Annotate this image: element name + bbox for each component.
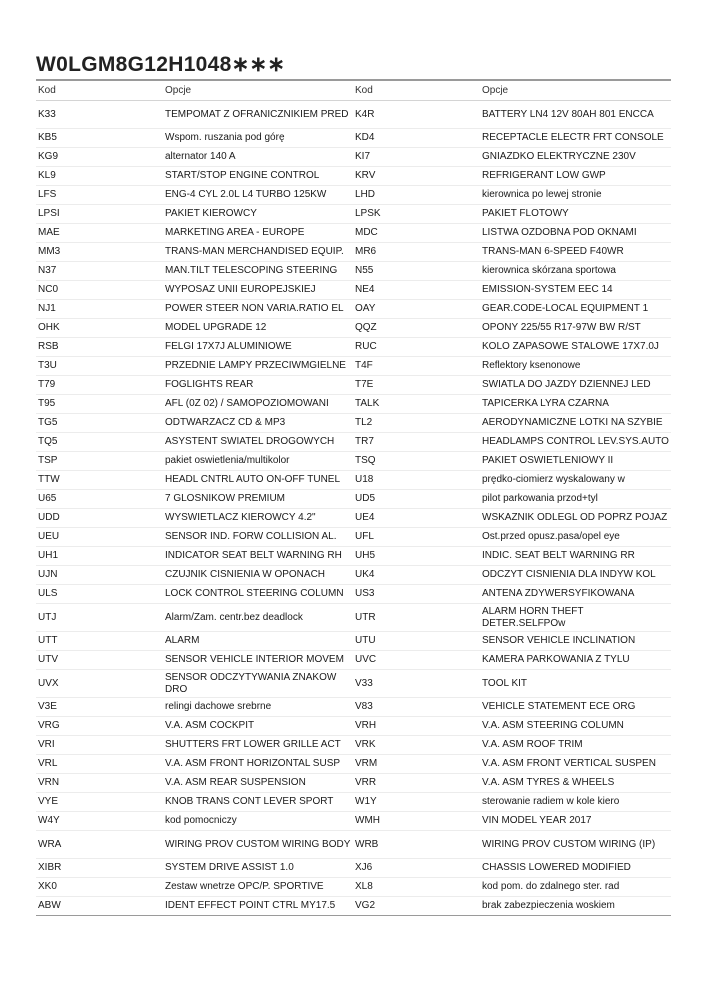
header-option-right: Opcje bbox=[480, 81, 671, 101]
option-description: WIRING PROV CUSTOM WIRING BODY bbox=[163, 831, 353, 859]
table-row bbox=[36, 878, 671, 897]
option-code: TSQ bbox=[353, 452, 480, 471]
option-description: ASYSTENT SWIATEL DROGOWYCH bbox=[163, 433, 353, 452]
table-row bbox=[36, 566, 671, 585]
option-description: V.A. ASM FRONT VERTICAL SUSPEN bbox=[480, 755, 671, 774]
option-description: kod pom. do zdalnego ster. rad bbox=[480, 878, 671, 897]
option-description: HEADLAMPS CONTROL LEV.SYS.AUTO bbox=[480, 433, 671, 452]
option-description: SENSOR IND. FORW COLLISION AL. bbox=[163, 528, 353, 547]
option-description: REFRIGERANT LOW GWP bbox=[480, 167, 671, 186]
option-code: VYE bbox=[36, 793, 163, 812]
option-description: 7 GLOSNIKOW PREMIUM bbox=[163, 490, 353, 509]
option-code: RUC bbox=[353, 338, 480, 357]
option-code: TR7 bbox=[353, 433, 480, 452]
option-description: brak zabezpieczenia woskiem bbox=[480, 897, 671, 916]
option-description: START/STOP ENGINE CONTROL bbox=[163, 167, 353, 186]
option-description: FOGLIGHTS REAR bbox=[163, 376, 353, 395]
table-row bbox=[36, 376, 671, 395]
option-description: WYPOSAZ UNII EUROPEJSKIEJ bbox=[163, 281, 353, 300]
option-description: ODCZYT CISNIENIA DLA INDYW KOL bbox=[480, 566, 671, 585]
table-row bbox=[36, 167, 671, 186]
option-description: sterowanie radiem w kole kiero bbox=[480, 793, 671, 812]
option-description: VIN MODEL YEAR 2017 bbox=[480, 812, 671, 831]
option-description: FELGI 17X7J ALUMINIOWE bbox=[163, 338, 353, 357]
option-code: WMH bbox=[353, 812, 480, 831]
option-code: VRR bbox=[353, 774, 480, 793]
table-row bbox=[36, 471, 671, 490]
option-description: pilot parkowania przod+tyl bbox=[480, 490, 671, 509]
option-description: GEAR.CODE-LOCAL EQUIPMENT 1 bbox=[480, 300, 671, 319]
table-row bbox=[36, 651, 671, 670]
option-description: SWIATLA DO JAZDY DZIENNEJ LED bbox=[480, 376, 671, 395]
table-row bbox=[36, 243, 671, 262]
option-description: SENSOR ODCZYTYWANIA ZNAKOW DRO bbox=[163, 670, 353, 698]
table-row bbox=[36, 224, 671, 243]
table-row bbox=[36, 395, 671, 414]
option-description: GNIAZDKO ELEKTRYCZNE 230V bbox=[480, 148, 671, 167]
option-code: KRV bbox=[353, 167, 480, 186]
option-code: UVC bbox=[353, 651, 480, 670]
option-description: INDICATOR SEAT BELT WARNING RH bbox=[163, 547, 353, 566]
option-description: kierownica po lewej stronie bbox=[480, 186, 671, 205]
options-document bbox=[36, 52, 671, 916]
table-row bbox=[36, 262, 671, 281]
option-description: TAPICERKA LYRA CZARNA bbox=[480, 395, 671, 414]
option-code: XIBR bbox=[36, 859, 163, 878]
option-description: WIRING PROV CUSTOM WIRING (IP) bbox=[480, 831, 671, 859]
option-description: PAKIET FLOTOWY bbox=[480, 205, 671, 224]
table-row bbox=[36, 319, 671, 338]
option-description: alternator 140 A bbox=[163, 148, 353, 167]
option-description: SENSOR VEHICLE INTERIOR MOVEM bbox=[163, 651, 353, 670]
option-code: T3U bbox=[36, 357, 163, 376]
table-row bbox=[36, 490, 671, 509]
option-code: VRH bbox=[353, 717, 480, 736]
option-code: TQ5 bbox=[36, 433, 163, 452]
option-description: AERODYNAMICZNE LOTKI NA SZYBIE bbox=[480, 414, 671, 433]
table-row bbox=[36, 859, 671, 878]
option-code: ABW bbox=[36, 897, 163, 916]
option-description: V.A. ASM FRONT HORIZONTAL SUSP bbox=[163, 755, 353, 774]
option-code: ULS bbox=[36, 585, 163, 604]
options-rows bbox=[36, 101, 671, 916]
option-description: ALARM HORN THEFT DETER.SELFPOw bbox=[480, 604, 671, 632]
option-code: RSB bbox=[36, 338, 163, 357]
option-code: VRL bbox=[36, 755, 163, 774]
table-row bbox=[36, 357, 671, 376]
option-code: UDD bbox=[36, 509, 163, 528]
table-row bbox=[36, 812, 671, 831]
option-description: V.A. ASM COCKPIT bbox=[163, 717, 353, 736]
option-description: RECEPTACLE ELECTR FRT CONSOLE bbox=[480, 129, 671, 148]
option-description: OPONY 225/55 R17-97W BW R/ST bbox=[480, 319, 671, 338]
option-description: POWER STEER NON VARIA.RATIO EL bbox=[163, 300, 353, 319]
option-code: QQZ bbox=[353, 319, 480, 338]
option-code: NE4 bbox=[353, 281, 480, 300]
option-code: LPSK bbox=[353, 205, 480, 224]
option-code: WRB bbox=[353, 831, 480, 859]
option-code: N55 bbox=[353, 262, 480, 281]
option-code: UH5 bbox=[353, 547, 480, 566]
option-code: T95 bbox=[36, 395, 163, 414]
option-code: OAY bbox=[353, 300, 480, 319]
option-code: T7E bbox=[353, 376, 480, 395]
table-row bbox=[36, 148, 671, 167]
option-code: MR6 bbox=[353, 243, 480, 262]
option-code: UTV bbox=[36, 651, 163, 670]
option-code: UD5 bbox=[353, 490, 480, 509]
table-row bbox=[36, 528, 671, 547]
option-description: V.A. ASM ROOF TRIM bbox=[480, 736, 671, 755]
option-code: UJN bbox=[36, 566, 163, 585]
table-row bbox=[36, 281, 671, 300]
option-description: ENG-4 CYL 2.0L L4 TURBO 125KW bbox=[163, 186, 353, 205]
option-code: NJ1 bbox=[36, 300, 163, 319]
option-description: VEHICLE STATEMENT ECE ORG bbox=[480, 698, 671, 717]
option-code: TG5 bbox=[36, 414, 163, 433]
option-code: LHD bbox=[353, 186, 480, 205]
header-code-right: Kod bbox=[353, 81, 480, 101]
option-code: V3E bbox=[36, 698, 163, 717]
option-code: U18 bbox=[353, 471, 480, 490]
option-code: TALK bbox=[353, 395, 480, 414]
option-code: UTT bbox=[36, 632, 163, 651]
option-description: HEADL CNTRL AUTO ON-OFF TUNEL bbox=[163, 471, 353, 490]
vin-title: W0LGM8G12H1048∗∗∗ bbox=[36, 52, 671, 81]
option-code: XL8 bbox=[353, 878, 480, 897]
option-code: V33 bbox=[353, 670, 480, 698]
table-row bbox=[36, 338, 671, 357]
option-description: AFL (0Z 02) / SAMOPOZIOMOWANI bbox=[163, 395, 353, 414]
option-description: kod pomocniczy bbox=[163, 812, 353, 831]
option-description: MODEL UPGRADE 12 bbox=[163, 319, 353, 338]
table-row bbox=[36, 186, 671, 205]
option-description: prędko-ciomierz wyskalowany w bbox=[480, 471, 671, 490]
option-description: SYSTEM DRIVE ASSIST 1.0 bbox=[163, 859, 353, 878]
option-code: KB5 bbox=[36, 129, 163, 148]
option-code: UEU bbox=[36, 528, 163, 547]
option-code: MAE bbox=[36, 224, 163, 243]
header-code-left: Kod bbox=[36, 81, 163, 101]
option-code: MDC bbox=[353, 224, 480, 243]
option-description: ANTENA ZDYWERSYFIKOWANA bbox=[480, 585, 671, 604]
table-row bbox=[36, 736, 671, 755]
option-description: KAMERA PARKOWANIA Z TYLU bbox=[480, 651, 671, 670]
option-description: relingi dachowe srebrne bbox=[163, 698, 353, 717]
table-row bbox=[36, 129, 671, 148]
table-row bbox=[36, 793, 671, 812]
option-description: SENSOR VEHICLE INCLINATION bbox=[480, 632, 671, 651]
option-code: T79 bbox=[36, 376, 163, 395]
option-description: LOCK CONTROL STEERING COLUMN bbox=[163, 585, 353, 604]
option-code: UTU bbox=[353, 632, 480, 651]
option-description: Wspom. ruszania pod górę bbox=[163, 129, 353, 148]
option-code: WRA bbox=[36, 831, 163, 859]
option-code: VRI bbox=[36, 736, 163, 755]
option-description: MARKETING AREA - EUROPE bbox=[163, 224, 353, 243]
option-description: INDIC. SEAT BELT WARNING RR bbox=[480, 547, 671, 566]
option-code: W1Y bbox=[353, 793, 480, 812]
option-code: LPSI bbox=[36, 205, 163, 224]
table-row bbox=[36, 452, 671, 471]
table-row bbox=[36, 897, 671, 916]
option-code: UFL bbox=[353, 528, 480, 547]
option-description: Reflektory ksenonowe bbox=[480, 357, 671, 376]
table-row bbox=[36, 717, 671, 736]
table-row bbox=[36, 300, 671, 319]
option-code: W4Y bbox=[36, 812, 163, 831]
option-code: KD4 bbox=[353, 129, 480, 148]
option-code: VRG bbox=[36, 717, 163, 736]
option-code: XK0 bbox=[36, 878, 163, 897]
options-table bbox=[36, 81, 671, 916]
table-row bbox=[36, 433, 671, 452]
option-description: Zestaw wnetrze OPC/P. SPORTIVE bbox=[163, 878, 353, 897]
option-description: WYSWIETLACZ KIEROWCY 4.2" bbox=[163, 509, 353, 528]
option-code: OHK bbox=[36, 319, 163, 338]
option-code: UH1 bbox=[36, 547, 163, 566]
option-description: IDENT EFFECT POINT CTRL MY17.5 bbox=[163, 897, 353, 916]
option-code: KI7 bbox=[353, 148, 480, 167]
option-description: ODTWARZACZ CD & MP3 bbox=[163, 414, 353, 433]
option-description: TEMPOMAT Z OFRANICZNIKIEM PRED bbox=[163, 101, 353, 129]
option-description: TOOL KIT bbox=[480, 670, 671, 698]
option-code: K33 bbox=[36, 101, 163, 129]
option-description: kierownica skórzana sportowa bbox=[480, 262, 671, 281]
table-row bbox=[36, 604, 671, 632]
option-description: ALARM bbox=[163, 632, 353, 651]
table-row bbox=[36, 509, 671, 528]
table-row bbox=[36, 101, 671, 129]
header-option-left: Opcje bbox=[163, 81, 353, 101]
header-row bbox=[36, 81, 671, 101]
option-code: N37 bbox=[36, 262, 163, 281]
option-description: V.A. ASM STEERING COLUMN bbox=[480, 717, 671, 736]
table-row bbox=[36, 698, 671, 717]
option-code: UTR bbox=[353, 604, 480, 632]
option-code: UE4 bbox=[353, 509, 480, 528]
option-description: SHUTTERS FRT LOWER GRILLE ACT bbox=[163, 736, 353, 755]
option-code: MM3 bbox=[36, 243, 163, 262]
option-description: PAKIET KIEROWCY bbox=[163, 205, 353, 224]
option-description: WSKAZNIK ODLEGL OD POPRZ POJAZ bbox=[480, 509, 671, 528]
option-description: pakiet oswietlenia/multikolor bbox=[163, 452, 353, 471]
table-row bbox=[36, 831, 671, 859]
option-description: EMISSION-SYSTEM EEC 14 bbox=[480, 281, 671, 300]
option-code: UVX bbox=[36, 670, 163, 698]
table-row bbox=[36, 755, 671, 774]
option-description: LISTWA OZDOBNA POD OKNAMI bbox=[480, 224, 671, 243]
option-description: TRANS-MAN 6-SPEED F40WR bbox=[480, 243, 671, 262]
table-row bbox=[36, 670, 671, 698]
option-code: VRM bbox=[353, 755, 480, 774]
option-code: VG2 bbox=[353, 897, 480, 916]
option-code: KG9 bbox=[36, 148, 163, 167]
option-code: T4F bbox=[353, 357, 480, 376]
option-code: VRN bbox=[36, 774, 163, 793]
option-description: Alarm/Zam. centr.bez deadlock bbox=[163, 604, 353, 632]
table-row bbox=[36, 205, 671, 224]
table-row bbox=[36, 547, 671, 566]
option-description: MAN.TILT TELESCOPING STEERING bbox=[163, 262, 353, 281]
table-row bbox=[36, 585, 671, 604]
option-code: UTJ bbox=[36, 604, 163, 632]
table-row bbox=[36, 414, 671, 433]
option-code: K4R bbox=[353, 101, 480, 129]
option-code: TL2 bbox=[353, 414, 480, 433]
option-description: PRZEDNIE LAMPY PRZECIWMGIELNE bbox=[163, 357, 353, 376]
option-code: V83 bbox=[353, 698, 480, 717]
option-description: BATTERY LN4 12V 80AH 801 ENCCA bbox=[480, 101, 671, 129]
table-row bbox=[36, 774, 671, 793]
option-description: CZUJNIK CISNIENIA W OPONACH bbox=[163, 566, 353, 585]
table-row bbox=[36, 632, 671, 651]
option-description: Ost.przed opusz.pasa/opel eye bbox=[480, 528, 671, 547]
option-description: V.A. ASM TYRES & WHEELS bbox=[480, 774, 671, 793]
option-description: KOLO ZAPASOWE STALOWE 17X7.0J bbox=[480, 338, 671, 357]
option-code: TSP bbox=[36, 452, 163, 471]
option-code: KL9 bbox=[36, 167, 163, 186]
option-code: LFS bbox=[36, 186, 163, 205]
option-code: U65 bbox=[36, 490, 163, 509]
option-code: NC0 bbox=[36, 281, 163, 300]
option-code: TTW bbox=[36, 471, 163, 490]
option-description: TRANS-MAN MERCHANDISED EQUIP. bbox=[163, 243, 353, 262]
option-code: UK4 bbox=[353, 566, 480, 585]
option-code: VRK bbox=[353, 736, 480, 755]
option-code: XJ6 bbox=[353, 859, 480, 878]
option-description: CHASSIS LOWERED MODIFIED bbox=[480, 859, 671, 878]
option-description: KNOB TRANS CONT LEVER SPORT bbox=[163, 793, 353, 812]
option-description: PAKIET OSWIETLENIOWY II bbox=[480, 452, 671, 471]
option-description: V.A. ASM REAR SUSPENSION bbox=[163, 774, 353, 793]
option-code: US3 bbox=[353, 585, 480, 604]
